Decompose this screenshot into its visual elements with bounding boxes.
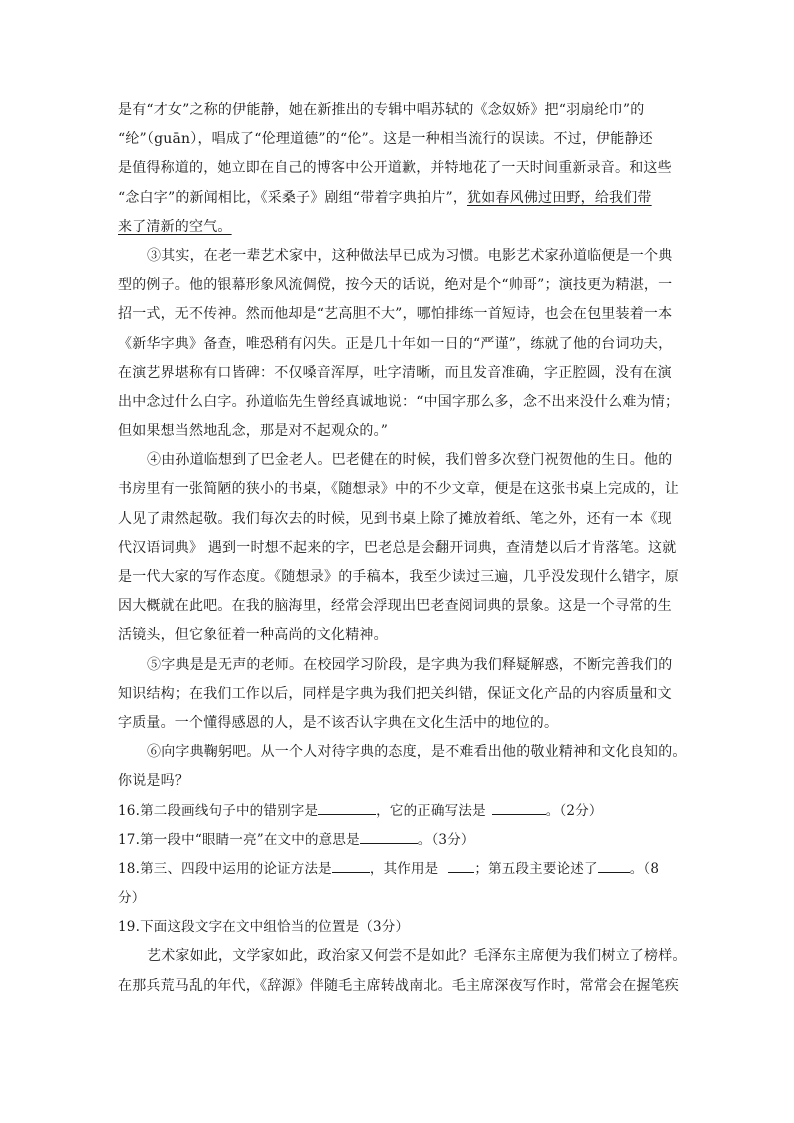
text-line: 字质量。一个懂得感恩的人，是不该否认字典在文化生活中的地位的。: [118, 714, 559, 731]
answer-blank[interactable]: [598, 858, 630, 873]
answer-blank[interactable]: [360, 829, 418, 844]
underlined-sentence: 来了清新的空气。: [118, 218, 232, 235]
question-text: ，它的正确写法是: [376, 802, 486, 819]
paragraph-4: [118, 446, 678, 650]
question-text: ，其作用是: [369, 860, 439, 877]
question-text: 18.第三、四段中运用的论证方法是: [118, 860, 332, 877]
text-line: ④由孙道临想到了巴金老人。巴老健在的时候，我们曾多次登门祝贺他的生日。他的: [147, 452, 673, 469]
question-text: 。（2分）: [545, 802, 603, 819]
text-segment: “念白字”的新闻相比，《采桑子》剧组“带着字典拍片”，: [118, 189, 468, 206]
paragraph-3: [118, 242, 678, 446]
text-line: 在那兵荒马乱的年代，《辞源》伴随毛主席转战南北。毛主席深夜写作时，常常会在握笔疾: [118, 977, 679, 994]
text-line: 书房里有一张简陋的狭小的书桌，《随想录》中的不少文章，便是在这张书桌上完成的，让: [118, 481, 679, 498]
text-line: 型的例子。他的银幕形象风流倜傥，按今天的话说，绝对是个“帅哥”；演技更为精湛，一: [118, 277, 673, 294]
text-line: 但如果想当然地乱念，那是对不起观众的。”: [118, 423, 389, 440]
text-line: “纶”（guān），唱成了“伦理道德”的“伦”。这是一种相当流行的误读。不过，伊能静还: [118, 131, 653, 148]
text-line: 你说是吗？: [118, 773, 189, 790]
underlined-sentence: 犹如春风佛过田野，给我们带: [467, 189, 652, 206]
text-line: 是有“才女”之称的伊能静，她在新推出的专辑中唱苏轼的《念奴娇》把“羽扇纶巾”的: [118, 102, 645, 118]
answer-blank[interactable]: [318, 800, 376, 815]
questions: [118, 797, 678, 943]
text-line: 《新华字典》备查，唯恐稍有闪失。正是几十年如一日的“严谨”，练就了他的台词功夫，: [118, 335, 673, 352]
text-line: 人见了肃然起敬。我们每次去的时候，见到书桌上除了摊放着纸、笔之外，还有一本《现: [118, 510, 672, 527]
text-line: 代汉语词典》 遇到一时想不起来的字，巴老总是会翻开词典，查清楚以后才肯落笔。这就: [118, 539, 677, 556]
question-text: 17.第一段中“眼睛一亮”在文中的意思是: [118, 831, 360, 848]
text-line: [118, 213, 678, 242]
text-line: 是值得称道的，她立即在自己的博客中公开道歉，并特地花了一天时间重新录音。和这些: [118, 160, 672, 177]
answer-blank[interactable]: [332, 858, 370, 873]
text-line: 出中念过什么白字。孙道临先生曾经真诚地说：“中国字那么多，念不出来没什么难为情；: [118, 393, 680, 410]
text-line: 艺术家如此，文学家如此，政治家又何尝不是如此？毛泽东主席便为我们树立了榜样。: [147, 948, 687, 965]
text-line: 在演艺界堪称有口皆碑：不仅嗓音浑厚，吐字清晰，而且发音准确，字正腔圆，没有在演: [118, 364, 672, 381]
document-page: [118, 96, 687, 1001]
text-line: ③其实，在老一辈艺术家中，这种做法早已成为习惯。电影艺术家孙道临便是一个典: [147, 247, 673, 264]
question-16: [118, 797, 678, 826]
question-19: 19.下面这段文字在文中组恰当的位置是（3分）: [118, 919, 410, 936]
text-line: [118, 184, 678, 213]
answer-blank[interactable]: [448, 858, 474, 873]
text-line: ⑥向字典鞠躬吧。从一个人对待字典的态度，是不难看出他的敬业精神和文化良知的。: [147, 744, 687, 761]
paragraph-5: [118, 651, 678, 739]
paragraph-2: [118, 96, 678, 242]
text-line: 活镜头，但它象征着一种高尚的文化精神。: [118, 627, 388, 644]
text-line: 是一代大家的写作态度。《随想录》的手稿本，我至少读过三遍，几乎没发现什么错字，原: [118, 569, 679, 585]
paragraph-6: [118, 738, 687, 796]
question-18: [118, 855, 678, 884]
answer-blank[interactable]: [492, 800, 546, 815]
passage-19: [118, 942, 687, 1000]
question-text: 16.第二段画线句子中的错别字是: [118, 802, 319, 819]
text-line: 因大概就在此吧。在我的脑海里，经常会浮现出巴老查阅词典的景象。这是一个寻常的生: [118, 598, 672, 615]
question-text: 。（3分）: [417, 831, 475, 848]
question-text: 。（8: [629, 860, 660, 877]
question-17: [118, 826, 678, 855]
text-line: 知识结构；在我们工作以后，同样是字典为我们把关纠错，保证文化产品的内容质量和文: [118, 685, 672, 702]
question-18-continued: 分）: [118, 890, 146, 907]
question-text: ；第五段主要论述了: [474, 860, 598, 877]
text-line: ⑤字典是是无声的老师。在校园学习阶段，是字典为我们释疑解惑，不断完善我们的: [147, 656, 673, 673]
text-line: 招一式，无不传神。然而他却是“艺高胆不大”，哪怕排练一首短诗，也会在包里装着一本: [118, 306, 673, 323]
